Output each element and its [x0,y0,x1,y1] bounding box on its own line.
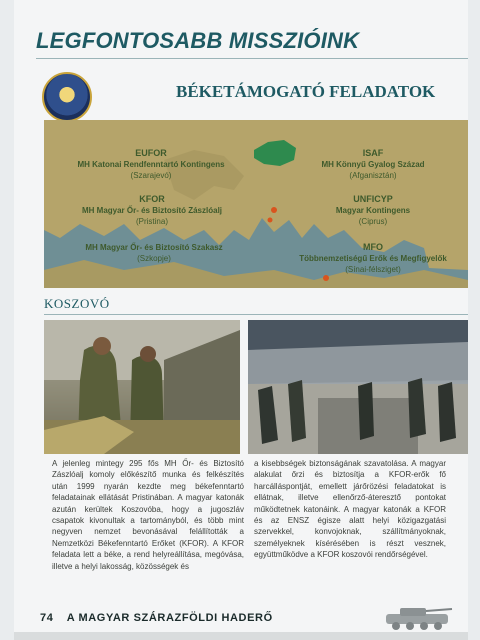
kosovo-rule [44,314,468,315]
photo-aircraft [248,320,468,454]
mission-map [44,120,468,288]
kosovo-title: KOSZOVÓ [44,296,110,311]
footer-title: A MAGYAR SZÁRAZFÖLDI HADERŐ [66,612,273,624]
marker-skopje [268,218,273,223]
section-title: BÉKETÁMOGATÓ FELADATOK [176,82,436,101]
marker-mfo [323,275,329,281]
tank-icon [378,604,458,632]
article-column-1: A jelenleg mintegy 295 fős MH Őr- és Biztosító Zászlóalj komoly előkészítő munka és felkészítés után 1999 nyarán kezdte meg békefenntartó feladatainak ellátását Pristinában. A magyar katonák azután kerültek Koszovóba, hogy a jugoszláv csapatok kivonultak a tartományból, és több mint negyven nemzet bevonásával felállították a Nemzetközi Békefenntartó Erőket (KFOR). A KFOR feladata lett a béke, a rend helyreállítása, megóvása, illetve a helyi lakosság, közösségek és [52,459,244,571]
title-rule [36,58,468,59]
mission-label: KFOR MH Magyar Őr- és Biztosító Zászlóalj (Pristina) [81,194,223,226]
mission-label: MFO Többnemzetiségű Erők és Megfigyelők (Sínai-félsziget) [299,242,447,274]
footer-strip [14,632,468,640]
mission-label: UNFICYP Magyar Kontingens (Ciprus) [335,194,411,226]
mission-label: EUFOR MH Katonai Rendfenntartó Kontingens (Szarajevó) [77,148,225,180]
photo-soldiers [44,320,240,454]
emblem-icon [42,72,92,122]
article-column-2: a kisebbségek biztonságának szavatolása. A magyar alakulat őrzi és biztosítja a KFOR-erők fő harcálláspontját, emellett járőrözési feladatokat is ellátnak, illetve ellenőrző-áteresztő pontokat működtetnek katonáink. A magyar katonák a KFOR és az ENSZ égisze alatt helyi közigazgatási szervekkel, konvojoknak, szállítmányoknak, személyeknek kísérésében is részt vesznek, együttműködve a KFOR koszovói rendőrségével. [254,459,446,560]
mission-label: ISAF MH Könnyű Gyalog Század (Afganisztán) [321,148,425,180]
main-title: LEGFONTOSABB MISSZIÓINK [36,28,360,53]
page [14,0,468,640]
footer [40,612,273,624]
marker-kfor [271,207,277,213]
page-number: 74 [40,612,54,624]
mission-label: MH Magyar Őr- és Biztosító Szakasz (Szkopje) [85,243,223,263]
